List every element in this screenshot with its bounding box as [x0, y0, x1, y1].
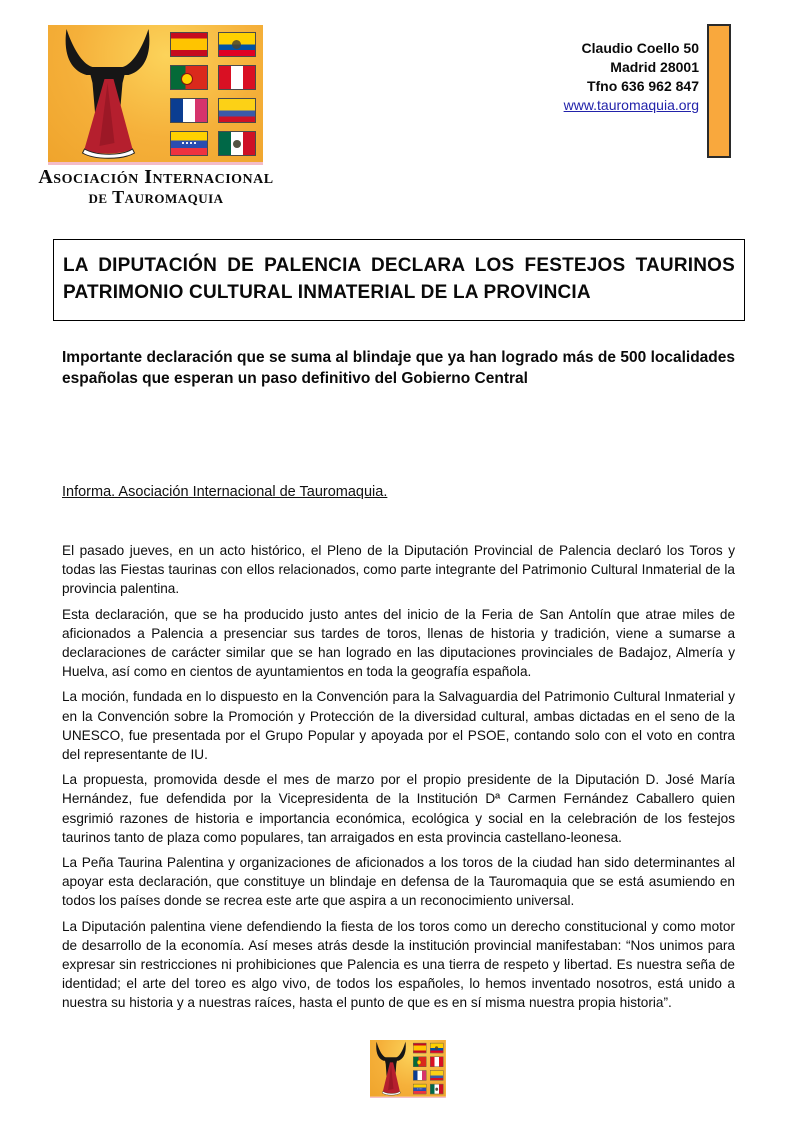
flag-ecuador-icon	[218, 32, 256, 57]
flag-spain-icon	[413, 1043, 426, 1053]
headline-text: LA DIPUTACIÓN DE PALENCIA DECLARA LOS FESTEJOS TAURINOS PATRIMONIO CULTURAL INMATERIAL DE LA PROVINCIA	[63, 255, 735, 303]
tauromaquia-emblem	[48, 25, 263, 165]
orange-accent-bar	[707, 24, 731, 158]
byline-text: Informa. Asociación Internacional de Tauromaquia.	[62, 484, 388, 500]
flag-france-icon	[170, 98, 208, 123]
member-flags	[170, 32, 256, 156]
website-link[interactable]: www.tauromaquia.org	[563, 97, 699, 113]
flag-portugal-icon	[170, 65, 208, 90]
subheadline-text: Importante declaración que se suma al blindaje que ya han logrado más de 500 localidades españolas que esperan un paso definitivo del Gobierno Central	[62, 349, 735, 387]
flag-portugal-icon	[413, 1057, 426, 1067]
organization-name	[18, 167, 294, 207]
header-logo	[48, 25, 263, 165]
paragraph-1: El pasado jueves, en un acto histórico, el Pleno de la Diputación Provincial de Palencia declaró los Toros y todas las Fiestas taurinas con ellos relacionados, como parte integrante del Patrimonio Cultural Inmaterial de la provincia palentina.	[62, 543, 735, 597]
flag-venezuela-icon	[170, 131, 208, 156]
paragraph-6: La Diputación palentina viene defendiendo la fiesta de los toros como un derecho constitucional y como motor de desarrollo de la economía. Así meses atrás desde la institución provincial manifestaban: “Nos unimos para expresar sin restricciones ni prohibiciones que Palencia es una tierra de respeto y libertad. Es nuestra seña de identidad; el arte del toreo es algo vivo, de todos los españoles, lo hemos inventado nosotros, está unido a nuestra su historia y a nuestras raíces, hasta el punto de que es en sí misma nuestra propia historia”.	[62, 918, 735, 1011]
tauromaquia-emblem-small	[370, 1040, 446, 1098]
contact-block	[564, 39, 699, 115]
flag-peru-icon	[218, 65, 256, 90]
bull-cape-icon	[371, 1040, 412, 1097]
flag-mexico-icon	[218, 131, 256, 156]
flag-france-icon	[413, 1070, 426, 1080]
flag-spain-icon	[170, 32, 208, 57]
bull-cape-icon	[50, 25, 165, 162]
flag-colombia-icon	[430, 1070, 443, 1080]
paragraph-3: La moción, fundada en lo dispuesto en la Convención para la Salvaguardia del Patrimonio Cultural Inmaterial y en la Convención sobre la Promoción y Protección de la diversidad cultural, ambas dictadas en el seno de la UNESCO, fue presentada por el Grupo Popular y apoyada por el PSOE, contando solo con el voto en contra del representante de IU.	[62, 689, 735, 763]
flag-peru-icon	[430, 1057, 443, 1067]
paragraph-4: La propuesta, promovida desde el mes de marzo por el propio presidente de la Diputación D. José María Hernández, fue defendida por la Vicepresidenta de la Institución Dª Carmen Fernández Caballero quien esgrimió razones de historia e importancia económica, ecológica y social en la celebración de los festejos taurinos tanto de plaza como populares, tan arraigados en esta provincia castellano-leonesa.	[62, 772, 735, 845]
flag-colombia-icon	[218, 98, 256, 123]
member-flags-small	[413, 1043, 443, 1094]
flag-ecuador-icon	[430, 1043, 443, 1053]
organization-name-line2: de Tauromaquia	[88, 187, 224, 207]
flag-mexico-icon	[430, 1084, 443, 1094]
footer-logo	[370, 1040, 446, 1099]
flag-venezuela-icon	[413, 1084, 426, 1094]
paragraph-2: Esta declaración, que se ha producido justo antes del inicio de la Feria de San Antolín que atrae miles de aficionados a Palencia a presenciar sus tardes de toros, llenas de historia y tradición, viene a sumarse a declaraciones de carácter similar que se han logrado en las diputaciones provinciales de Badajoz, Almería y Huelva, así como en cientos de ayuntamientos en toda la geografía española.	[62, 606, 735, 680]
contact-city: Madrid 28001	[610, 59, 699, 75]
organization-name-line1: Asociación Internacional	[38, 166, 274, 188]
headline-box	[53, 239, 745, 321]
contact-phone: Tfno 636 962 847	[586, 78, 699, 94]
article-body	[62, 541, 735, 1019]
contact-address: Claudio Coello 50	[581, 40, 699, 56]
paragraph-5: La Peña Taurina Palentina y organizaciones de aficionados a los toros de la ciudad han sido determinantes al apoyar esta declaración, que constituye un blindaje en defensa de la Tauromaquia que se está asumiendo en todos los países donde se recrea este arte que aspira a un reconocimiento universal.	[62, 855, 735, 909]
